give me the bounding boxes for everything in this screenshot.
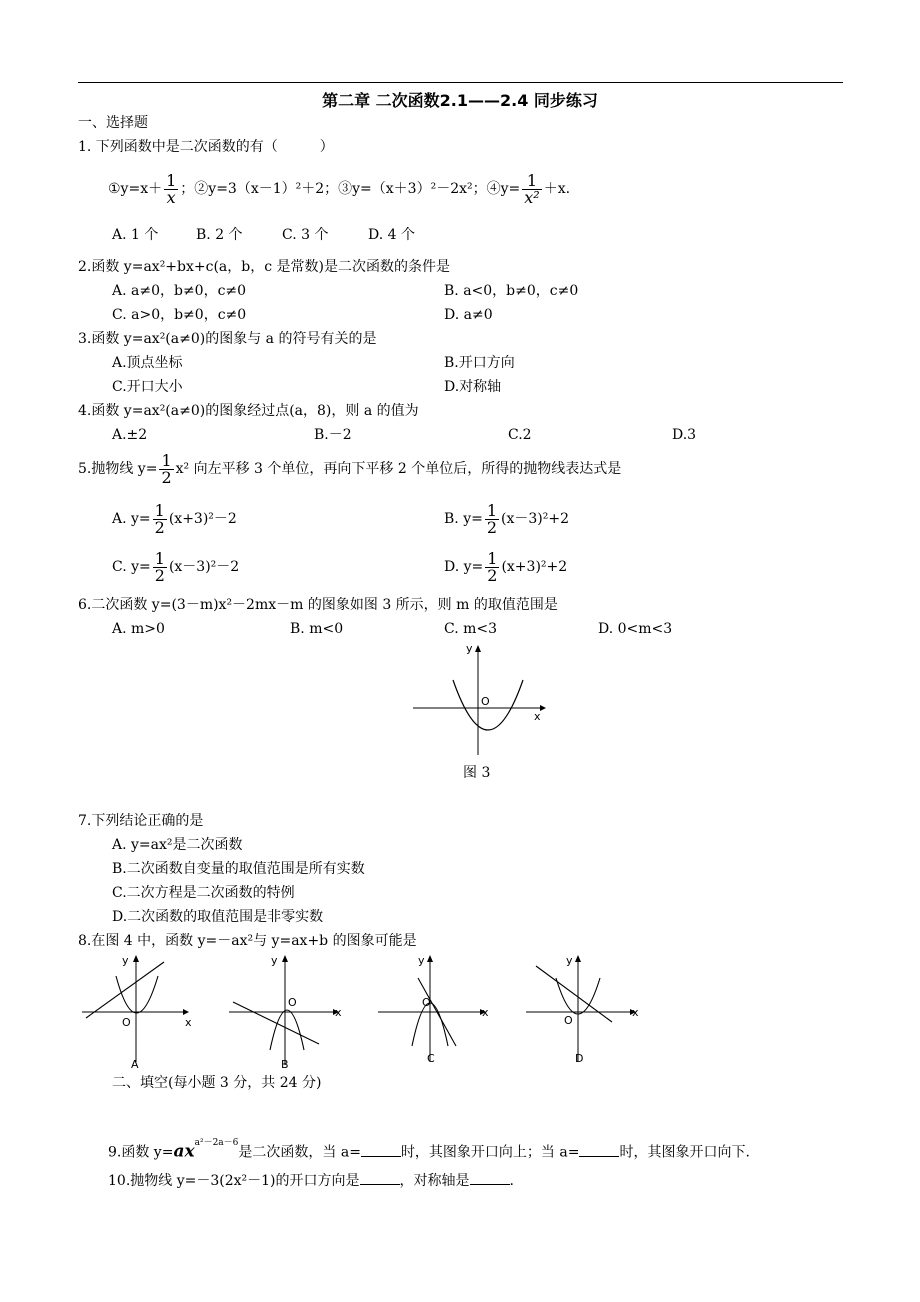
q1-option-a: A. 1 个 bbox=[112, 227, 159, 243]
q5-a-num: 1 bbox=[154, 500, 165, 520]
q1-f1b: ；②y=3（x－1）²＋2；③y=（x＋3）²－2x²；④y= bbox=[180, 181, 521, 197]
q10-blank-1[interactable] bbox=[360, 1172, 400, 1185]
q8a-origin: O bbox=[122, 1016, 131, 1029]
q5-c-num: 1 bbox=[154, 548, 165, 568]
q8d-label: D bbox=[575, 1052, 584, 1065]
q1-functions bbox=[108, 172, 570, 206]
q5-c-label: C. y= bbox=[112, 559, 151, 575]
q4-option-c: C.2 bbox=[508, 427, 532, 443]
q8d-y-label: y bbox=[566, 954, 573, 967]
q8d-y-arrow bbox=[575, 955, 581, 962]
q8-graph-a bbox=[78, 950, 198, 1075]
q6-option-c: C. m<3 bbox=[444, 621, 498, 637]
q1-frac-1x2-den: x² bbox=[524, 187, 540, 207]
q8b-parabola bbox=[270, 1010, 304, 1050]
q5-b-frac bbox=[485, 500, 499, 537]
section-fill-heading: 二、填空(每小题 3 分，共 24 分) bbox=[112, 1075, 322, 1091]
q8b-label: B bbox=[281, 1058, 289, 1071]
fig3-y-arrow bbox=[475, 645, 481, 652]
q5-c-den: 2 bbox=[154, 565, 165, 585]
q5-b-den: 2 bbox=[486, 517, 498, 537]
q9-exponent: a²－2a－6 bbox=[194, 1138, 239, 1148]
q8c-origin: O bbox=[422, 996, 431, 1009]
q8-stem: 8.在图 4 中，函数 y=－ax²与 y=ax+b 的图象可能是 bbox=[78, 933, 417, 949]
q5-d-den: 2 bbox=[487, 565, 498, 585]
q1-option-c: C. 3 个 bbox=[282, 227, 329, 243]
q2-option-b: B. a<0，b≠0，c≠0 bbox=[444, 283, 579, 299]
q1-frac-1x bbox=[164, 170, 178, 207]
fig3-x-label: x bbox=[534, 710, 541, 723]
q4-option-b: B.－2 bbox=[314, 427, 352, 443]
q10-mid: ，对称轴是 bbox=[399, 1173, 470, 1189]
q5-half-den: 2 bbox=[161, 467, 172, 487]
q5-c-frac bbox=[153, 548, 167, 585]
q5-pre: 5.抛物线 y= bbox=[78, 461, 158, 477]
q8c-y-arrow bbox=[427, 955, 433, 962]
q5-option-c bbox=[112, 550, 239, 584]
q2-stem: 2.函数 y=ax²+bx+c(a，b，c 是常数)是二次函数的条件是 bbox=[78, 259, 450, 275]
q7-stem: 7.下列结论正确的是 bbox=[78, 813, 204, 829]
q8c-label: C bbox=[427, 1052, 435, 1065]
q5-c-tail: (x－3)²－2 bbox=[168, 559, 240, 575]
q1-frac-1x2 bbox=[522, 170, 541, 207]
q8-graph-d bbox=[520, 950, 645, 1075]
q8-graph-b bbox=[225, 950, 350, 1075]
q1-option-b: B. 2 个 bbox=[196, 227, 243, 243]
q1-stem: 1. 下列函数中是二次函数的有（ ） bbox=[78, 139, 334, 155]
q8b-y-arrow bbox=[282, 955, 288, 962]
q8d-line bbox=[536, 966, 612, 1022]
q5-a-den: 2 bbox=[154, 517, 165, 537]
q6-option-a: A. m>0 bbox=[112, 621, 165, 637]
q5-option-a bbox=[112, 502, 237, 536]
q10-blank-2[interactable] bbox=[470, 1172, 510, 1185]
q6-stem: 6.二次函数 y=(3－m)x²－2mx－m 的图象如图 3 所示，则 m 的取值范围是 bbox=[78, 597, 558, 613]
q5-d-tail: (x+3)²+2 bbox=[501, 559, 568, 575]
q5-half-num: 1 bbox=[161, 450, 172, 470]
q8a-x-arrow bbox=[183, 1009, 189, 1015]
q7-option-d: D.二次函数的取值范围是非零实数 bbox=[112, 909, 324, 925]
q7-option-c: C.二次方程是二次函数的特例 bbox=[112, 885, 295, 901]
fig3-x-arrow bbox=[540, 705, 546, 711]
q2-option-a: A. a≠0，b≠0，c≠0 bbox=[112, 283, 247, 299]
q8d-origin: O bbox=[564, 1014, 573, 1027]
header-rule bbox=[78, 82, 843, 83]
q10-end: . bbox=[509, 1173, 514, 1189]
q8c-y-label: y bbox=[418, 954, 425, 967]
q10 bbox=[108, 1172, 514, 1190]
q9-ax: ax bbox=[173, 1141, 195, 1162]
q5-a-label: A. y= bbox=[112, 511, 151, 527]
fig3-y-label: y bbox=[466, 642, 473, 655]
q8a-y-arrow bbox=[133, 955, 139, 962]
fig3-caption: 图 3 bbox=[463, 765, 491, 781]
q5-stem bbox=[78, 452, 621, 486]
q5-b-num: 1 bbox=[486, 500, 498, 520]
q9 bbox=[108, 1140, 750, 1162]
q1-f1a: ①y=x＋ bbox=[108, 181, 163, 197]
q3-option-a: A.顶点坐标 bbox=[112, 355, 183, 371]
q5-d-label: D. y= bbox=[444, 559, 484, 575]
q8-graph-c bbox=[372, 950, 497, 1075]
q4-option-d: D.3 bbox=[672, 427, 697, 443]
q8b-y-label: y bbox=[271, 954, 278, 967]
q8a-label: A bbox=[131, 1058, 139, 1071]
q1-f1c: ＋x. bbox=[543, 181, 571, 197]
q10-pre: 10.抛物线 y=－3(2x²－1)的开口方向是 bbox=[108, 1173, 360, 1189]
q9-blank-2[interactable] bbox=[579, 1144, 619, 1157]
q9-pre: 9.函数 y= bbox=[108, 1144, 174, 1161]
q9-mid: 是二次函数，当 a= bbox=[238, 1144, 361, 1161]
q6-option-b: B. m<0 bbox=[290, 621, 344, 637]
q8b-x-label: x bbox=[335, 1006, 342, 1019]
q5-b-tail: (x－3)²+2 bbox=[501, 511, 569, 527]
q9-end: 时，其图象开口向下. bbox=[619, 1144, 750, 1161]
q1-frac-1x2-num: 1 bbox=[522, 173, 541, 190]
q2-option-d: D. a≠0 bbox=[444, 307, 493, 323]
q4-stem: 4.函数 y=ax²(a≠0)的图象经过点(a，8)，则 a 的值为 bbox=[78, 403, 419, 419]
q8d-x-label: x bbox=[632, 1006, 639, 1019]
q8a-line bbox=[86, 962, 164, 1018]
q9-blank-1[interactable] bbox=[361, 1144, 401, 1157]
q3-option-b: B.开口方向 bbox=[444, 355, 515, 371]
section-choice-heading: 一、选择题 bbox=[78, 115, 148, 131]
q5-option-b bbox=[444, 502, 569, 536]
q7-option-b: B.二次函数自变量的取值范围是所有实数 bbox=[112, 861, 365, 877]
q5-d-frac bbox=[485, 548, 499, 585]
q3-stem: 3.函数 y=ax²(a≠0)的图象与 a 的符号有关的是 bbox=[78, 331, 377, 347]
q5-b-label: B. y= bbox=[444, 511, 483, 527]
q5-a-frac bbox=[153, 500, 167, 537]
q3-option-d: D.对称轴 bbox=[444, 379, 502, 395]
q8a-y-label: y bbox=[122, 954, 129, 967]
q5-d-num: 1 bbox=[487, 548, 498, 568]
q5-a-tail: (x+3)²－2 bbox=[168, 511, 237, 527]
figure-3-graph bbox=[405, 640, 550, 762]
q4-option-a: A.±2 bbox=[112, 427, 148, 443]
q8c-x-label: x bbox=[482, 1006, 489, 1019]
q1-option-d: D. 4 个 bbox=[368, 227, 415, 243]
q5-half bbox=[159, 450, 173, 487]
q8a-x-label: x bbox=[185, 1016, 192, 1029]
q8b-origin: O bbox=[288, 996, 297, 1009]
q9-mid2: 时，其图象开口向上；当 a= bbox=[400, 1144, 580, 1161]
q8b-line bbox=[233, 1002, 319, 1044]
q5-option-d bbox=[444, 550, 567, 584]
fig3-origin-label: O bbox=[481, 695, 490, 708]
q3-option-c: C.开口大小 bbox=[112, 379, 183, 395]
q5-post: x² 向左平移 3 个单位，再向下平移 2 个单位后，所得的抛物线表达式是 bbox=[175, 461, 622, 477]
q6-option-d: D. 0<m<3 bbox=[598, 621, 673, 637]
page-title: 第二章 二次函数2.1——2.4 同步练习 bbox=[322, 91, 598, 110]
q7-option-a: A. y=ax²是二次函数 bbox=[112, 837, 243, 853]
q1-frac-1x-num: 1 bbox=[166, 170, 177, 190]
q1-frac-1x-den: x bbox=[166, 187, 176, 207]
q2-option-c: C. a>0，b≠0，c≠0 bbox=[112, 307, 247, 323]
